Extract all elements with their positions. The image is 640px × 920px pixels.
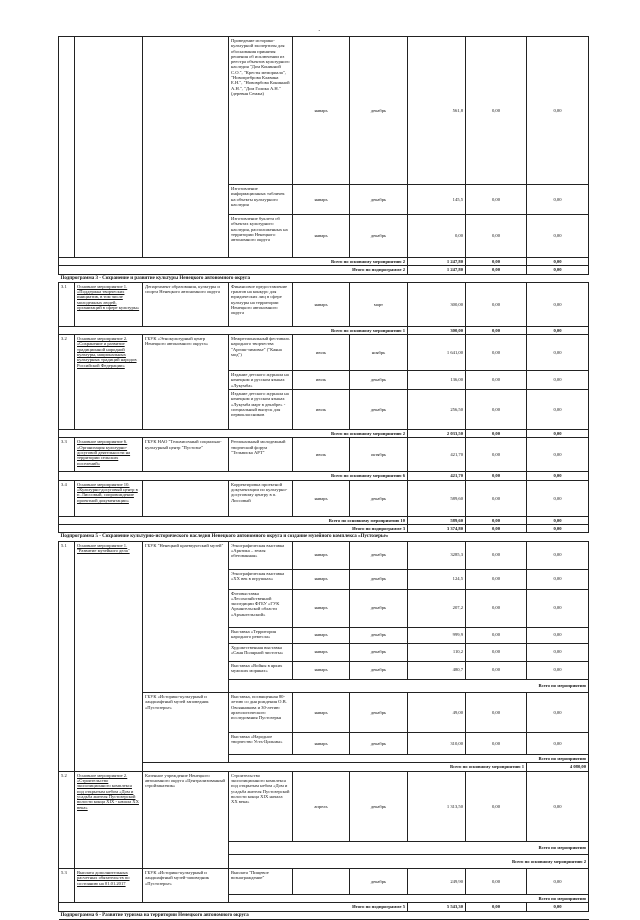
amount-cell: 0,00 — [527, 472, 589, 480]
event-cell: Межрегиональный фестиваль народного творчества "Аргиш-зимовье" ("Каяна мод") — [229, 335, 293, 371]
amount-cell: 49,00 — [408, 693, 466, 733]
subprogram-title: Подпрограмма 3 - Сохранение и развитие культуры Ненецкого автономного округа — [59, 274, 589, 282]
total-label: Всего по основному мероприятию 1 — [143, 763, 527, 771]
event-cell: Этнографическая выставка «Арктика – земля обетованная» — [229, 541, 293, 569]
amount-cell: 3 374,80 — [408, 524, 466, 532]
start-month-cell: январь — [293, 185, 350, 215]
amount-cell: 0,00 — [466, 516, 527, 524]
amount-cell: 0,00 — [466, 541, 527, 569]
end-month-cell: декабрь — [350, 771, 408, 841]
amount-cell: 999,9 — [408, 627, 466, 643]
amount-cell: 300,00 — [408, 282, 466, 326]
amount-cell: 0,00 — [466, 903, 527, 911]
amount-cell: 5 543,30 — [408, 903, 466, 911]
amount-cell: 0,00 — [466, 868, 527, 894]
end-month-cell: декабрь — [350, 371, 408, 390]
end-month-cell: март — [350, 282, 408, 326]
end-month-cell: ноябрь — [350, 335, 408, 371]
main-event-name: Основное мероприятие 2. «Сохранение и развитие традиционной народной культуры, национальных культурных традиций народов Российской Федерации» — [75, 335, 143, 430]
item-number: 3.3 — [59, 438, 75, 472]
amount-cell: 124,5 — [408, 569, 466, 589]
amount-cell: 421,70 — [408, 472, 466, 480]
amount-cell: 0,00 — [466, 661, 527, 679]
total-label: Всего по мероприятию — [229, 755, 589, 763]
total-label: Всего по мероприятию — [229, 841, 589, 855]
amount-cell: 0,00 — [466, 480, 527, 516]
amount-cell: 0,00 — [527, 430, 589, 438]
start-month-cell: июль — [293, 390, 350, 430]
total-row — [59, 516, 589, 524]
amount-cell: 0,00 — [466, 371, 527, 390]
total-row — [59, 430, 589, 438]
event-cell: Художественная выставка «Саня Полярной чистоты» — [229, 643, 293, 661]
amount-cell: 0,00 — [466, 266, 527, 274]
end-month-cell: декабрь — [350, 480, 408, 516]
event-cell: Региональный молодежный творческий форум "Тельвиска АРТ" — [229, 438, 293, 472]
main-event-name: Основное мероприятие 10. «Культурно-досуговый центр в п. Лиссовый, сопровождение проектной документации» — [75, 480, 143, 516]
amount-cell: 4 080,00 — [527, 763, 589, 771]
start-month-cell: январь — [293, 541, 350, 569]
amount-cell: 2 033,50 — [408, 430, 466, 438]
num-cell — [59, 37, 75, 258]
start-month-cell: июль — [293, 438, 350, 472]
start-month-cell: январь — [293, 627, 350, 643]
amount-cell: 0,00 — [527, 524, 589, 532]
amount-cell: 0,00 — [527, 627, 589, 643]
main-event-name: Основное мероприятие 6. «Организация культурно-досуговой деятельности на территории сельских поселений» — [75, 438, 143, 472]
amount-cell: 0,00 — [466, 335, 527, 371]
main-event-name: Выплата дополнительных расчетных обязательств по состоянию на 01.01.2017 — [75, 868, 143, 902]
event-cell: Изготовление информационных табличек на объекты культурного наследия — [229, 185, 293, 215]
total-label: Итого по подпрограмме 3 — [59, 524, 408, 532]
total-row — [59, 524, 589, 532]
main-event-name: Основное мероприятие 1. «Поддержка творческих инициатив, в том числе молодежных людей, организаций в сфере культуры» — [75, 282, 143, 326]
subprogram-title: Подпрограмма 5 - Сохранение культурно-исторического наследия Ненецкого автономного округа и создание музейного комплекса «Пустозерье» — [59, 533, 589, 541]
table-row — [59, 868, 589, 894]
event-cell: Выставка «Народное творчество Усть-Цильмы» — [229, 733, 293, 755]
total-label: Всего по основному мероприятию 6 — [59, 472, 408, 480]
subprogram-title: Подпрограмма 6 - Развитие туризма на территории Ненецкого автономного округа — [59, 911, 589, 919]
executor-cell: Департамент образования, культуры и спорта Ненецкого автономного округа — [143, 282, 229, 326]
table-row — [59, 37, 589, 185]
budget-table-sheet — [58, 36, 588, 920]
table-row — [59, 771, 589, 841]
executor-cell: ГБУК «Историко-культурный и ландшафтный музей-заповедник «Пустозерье» — [143, 868, 229, 902]
amount-cell: 421,70 — [408, 438, 466, 472]
amount-cell: 0,00 — [466, 37, 527, 185]
event-cell: Фотовыставка «Лесохозяйственной экспедиции ФГБУ «ГУК Архангельской области «Архангельский» — [229, 589, 293, 627]
main-event-name: Основное мероприятие 2. «Строительство экспозиционного комплекса под открытым небом «Дом и усадьба жителя Пустозерской волости конца XIX - начала XX века» — [75, 771, 143, 868]
amount-cell: 0,00 — [527, 903, 589, 911]
event-cell: Выставка «Территория народного ремесла» — [229, 627, 293, 643]
amount-cell: 0,00 — [527, 185, 589, 215]
amount-cell: 0,00 — [527, 693, 589, 733]
amount-cell: 300,00 — [408, 326, 466, 334]
total-row — [59, 903, 589, 911]
event-cell: Выплата "Пищевое вознаграждение" — [229, 868, 293, 894]
item-number: 3.4 — [59, 480, 75, 516]
amount-cell: 0,00 — [527, 438, 589, 472]
amount-cell: 0,00 — [408, 215, 466, 258]
end-month-cell: декабрь — [350, 185, 408, 215]
start-month-cell: январь — [293, 480, 350, 516]
executor-cell: ГБУК НАО "Тельвисочный социально-культурный центр "Пустозье" — [143, 438, 229, 472]
event-cell: Финансовое предоставление грантов на конкурс для юридических лиц в сфере культуры на территории Ненецкого автономного округа — [229, 282, 293, 326]
total-label: Итого по подпрограмме 2 — [59, 266, 408, 274]
end-month-cell: декабрь — [350, 733, 408, 755]
total-label: Итого по подпрограмме 5 — [59, 903, 408, 911]
amount-cell: 0,00 — [527, 589, 589, 627]
total-label: Всего по основному мероприятию 1 — [59, 326, 408, 334]
amount-cell: 310,00 — [408, 733, 466, 755]
start-month-cell — [293, 868, 350, 894]
amount-cell: 0,00 — [466, 390, 527, 430]
item-number: 5.3 — [59, 868, 75, 902]
amount-cell: 589,60 — [408, 516, 466, 524]
amount-cell: 249,90 — [408, 868, 466, 894]
amount-cell: 0,00 — [466, 215, 527, 258]
event-cell: Корректировка проектной документации по культурно-досуговому центру в п. Лиссовый — [229, 480, 293, 516]
table-row — [59, 541, 589, 569]
amount-cell: 1 247,80 — [408, 258, 466, 266]
executor-cell: ГБУК "Ненецкий краеведческий музей" — [143, 541, 229, 693]
total-label: Всего по основному мероприятию 2 — [59, 258, 408, 266]
amount-cell: 3285,3 — [408, 541, 466, 569]
amount-cell: 0,00 — [527, 643, 589, 661]
executor-cell: ГБУК «Этнокультурный центр Ненецкого автономного округа» — [143, 335, 229, 430]
amount-cell: 0,00 — [527, 266, 589, 274]
event-cell: Строительство экспозиционного комплекса под открытым небом «Дом и усадьба жителя Пустозерской волости конца XIX начала XX века» — [229, 771, 293, 841]
amount-cell: 0,00 — [466, 472, 527, 480]
amount-cell: 136,00 — [408, 371, 466, 390]
executor-cell: Казенное учреждение Ненецкого автономного округа «Централизованный стройзаказчик» — [143, 771, 229, 868]
name-cell — [75, 37, 143, 258]
end-month-cell: декабрь — [350, 390, 408, 430]
amount-cell: 0,00 — [527, 390, 589, 430]
amount-cell: 589,60 — [408, 480, 466, 516]
amount-cell: 480,7 — [408, 661, 466, 679]
start-month-cell: январь — [293, 643, 350, 661]
event-cell: Проведение историко-культурной экспертизы для обоснования принятия решения об исключении из реестра объектов культурного наследия "Дом Конинной С.О.", "Кресты мемориала", "Новопреброва Клавина Е.Н.", "Нововрбова Конинной А.Н.", "Дом Голика А.Н." (деревня Семжа) — [229, 37, 293, 185]
executor-cell — [143, 37, 229, 258]
event-cell: Этнографическая выставка «XX век в игрушках» — [229, 569, 293, 589]
total-label: Всего по мероприятию — [229, 894, 589, 902]
item-number: 3.1 — [59, 282, 75, 326]
end-month-cell: декабрь — [350, 589, 408, 627]
subprogram-header — [59, 274, 589, 282]
amount-cell: 0,00 — [466, 589, 527, 627]
amount-cell: 1 247,80 — [408, 266, 466, 274]
amount-cell: 0,00 — [527, 37, 589, 185]
end-month-cell: октябрь — [350, 438, 408, 472]
amount-cell: 0,00 — [466, 438, 527, 472]
start-month-cell: июль — [293, 371, 350, 390]
start-month-cell: апрель — [293, 771, 350, 841]
amount-cell: 0,00 — [527, 371, 589, 390]
amount-cell: 0,00 — [527, 480, 589, 516]
start-month-cell: январь — [293, 733, 350, 755]
event-cell: Издание детского журнала на ненецком и русском языках «Лукумба» — [229, 371, 293, 390]
item-number: 5.2 — [59, 771, 75, 868]
amount-cell: 0,00 — [527, 516, 589, 524]
subprogram-header — [59, 533, 589, 541]
start-month-cell: январь — [293, 215, 350, 258]
end-month-cell: декабрь — [350, 37, 408, 185]
end-month-cell: декабрь — [350, 541, 408, 569]
amount-cell: 0,00 — [466, 258, 527, 266]
amount-cell: 145,5 — [408, 185, 466, 215]
end-month-cell: декабрь — [350, 627, 408, 643]
table-row — [59, 335, 589, 371]
amount-cell: 0,00 — [527, 868, 589, 894]
total-label: Всего по основному мероприятию 2 — [229, 855, 589, 869]
item-number: 3.2 — [59, 335, 75, 430]
amount-cell: 0,00 — [466, 430, 527, 438]
amount-cell: 0,00 — [466, 326, 527, 334]
amount-cell: 1 641,00 — [408, 335, 466, 371]
total-label: Всего по мероприятию — [229, 679, 589, 693]
table-row — [59, 282, 589, 326]
amount-cell: 0,00 — [466, 627, 527, 643]
amount-cell: 256,50 — [408, 390, 466, 430]
item-number: 5.1 — [59, 541, 75, 771]
page-mark: · — [318, 27, 321, 35]
amount-cell: 1 313,50 — [408, 771, 466, 841]
amount-cell: 207,2 — [408, 589, 466, 627]
amount-cell: 0,00 — [466, 733, 527, 755]
amount-cell: 0,00 — [527, 258, 589, 266]
start-month-cell: январь — [293, 589, 350, 627]
start-month-cell: январь — [293, 569, 350, 589]
amount-cell: 0,00 — [527, 335, 589, 371]
amount-cell: 0,00 — [466, 569, 527, 589]
start-month-cell: январь — [293, 693, 350, 733]
end-month-cell: декабрь — [350, 661, 408, 679]
amount-cell: 0,00 — [527, 733, 589, 755]
amount-cell: 0,00 — [527, 661, 589, 679]
table-row — [59, 438, 589, 472]
end-month-cell: декабрь — [350, 215, 408, 258]
end-month-cell: декабрь — [350, 868, 408, 894]
amount-cell: 0,00 — [466, 693, 527, 733]
table-body — [59, 37, 589, 920]
budget-table — [58, 36, 589, 920]
total-row — [59, 472, 589, 480]
start-month-cell: январь — [293, 282, 350, 326]
total-row — [59, 258, 589, 266]
start-month-cell: январь — [293, 661, 350, 679]
event-cell: Выставка «Войны в ярких мужских моряках» — [229, 661, 293, 679]
start-month-cell: июль — [293, 335, 350, 371]
main-event-name: Основное мероприятие 1. "Развитие музейного дела" — [75, 541, 143, 771]
amount-cell: 0,00 — [527, 326, 589, 334]
amount-cell: 0,00 — [466, 282, 527, 326]
total-label: Всего по основному мероприятию 2 — [59, 430, 408, 438]
end-month-cell: декабрь — [350, 643, 408, 661]
amount-cell: 0,00 — [466, 643, 527, 661]
total-label: Всего по основному мероприятию 10 — [59, 516, 408, 524]
amount-cell: 561,8 — [408, 37, 466, 185]
amount-cell: 110,2 — [408, 643, 466, 661]
total-row — [59, 326, 589, 334]
executor-cell — [143, 480, 229, 516]
event-cell: Издание детского журнала на ненецком и русском языках «Лукумба март в декабре» - специальный выпуск для первоклассников — [229, 390, 293, 430]
amount-cell: 0,00 — [527, 569, 589, 589]
table-row — [59, 480, 589, 516]
total-row — [59, 266, 589, 274]
end-month-cell: декабрь — [350, 693, 408, 733]
amount-cell: 0,00 — [527, 541, 589, 569]
event-cell: Изготовление буклета об объектах культурного наследия, расположенных на территории Ненецкого автономного округа — [229, 215, 293, 258]
amount-cell: 0,00 — [527, 771, 589, 841]
amount-cell: 0,00 — [466, 185, 527, 215]
amount-cell: 0,00 — [527, 215, 589, 258]
amount-cell: 0,00 — [466, 771, 527, 841]
amount-cell: 0,00 — [466, 524, 527, 532]
start-month-cell: январь — [293, 37, 350, 185]
subprogram-header — [59, 911, 589, 919]
amount-cell: 0,00 — [527, 282, 589, 326]
event-cell: Выставка, посвященная 80-летию со дня рождения О.В. Овсянникова и 30-летию археологического исследования Пустозерья — [229, 693, 293, 733]
end-month-cell: декабрь — [350, 569, 408, 589]
executor-cell: ГБУК «Историко-культурный и ландшафтный музей заповедник «Пустозерье» — [143, 693, 229, 763]
